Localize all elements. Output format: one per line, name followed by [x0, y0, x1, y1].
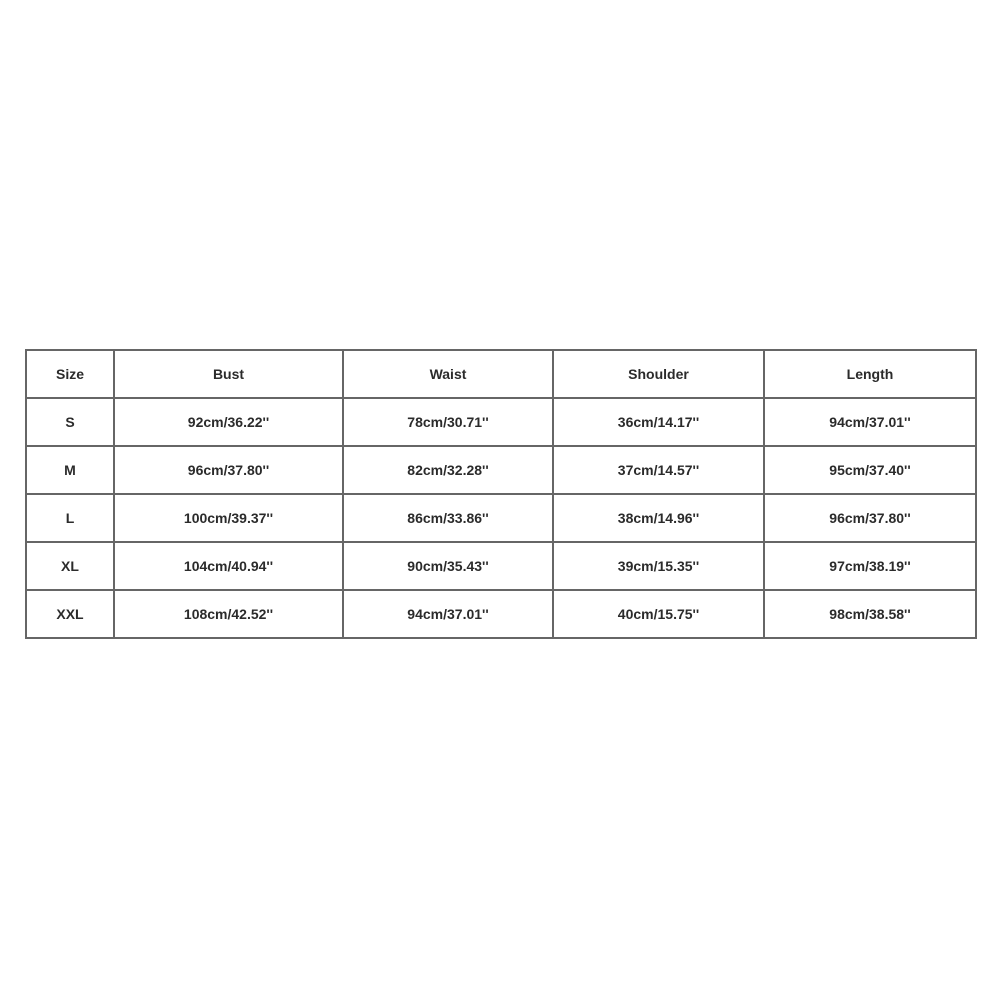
header-waist: Waist	[343, 350, 553, 398]
length-cell: 97cm/38.19''	[764, 542, 976, 590]
table-row	[26, 590, 976, 638]
table-row	[26, 494, 976, 542]
size-cell: S	[26, 398, 114, 446]
table-row	[26, 542, 976, 590]
bust-cell: 92cm/36.22''	[114, 398, 343, 446]
size-chart-table	[25, 349, 977, 639]
length-cell: 95cm/37.40''	[764, 446, 976, 494]
bust-cell: 100cm/39.37''	[114, 494, 343, 542]
shoulder-cell: 36cm/14.17''	[553, 398, 764, 446]
waist-cell: 94cm/37.01''	[343, 590, 553, 638]
header-size: Size	[26, 350, 114, 398]
header-row	[26, 350, 976, 398]
length-cell: 96cm/37.80''	[764, 494, 976, 542]
waist-cell: 78cm/30.71''	[343, 398, 553, 446]
shoulder-cell: 37cm/14.57''	[553, 446, 764, 494]
size-cell: M	[26, 446, 114, 494]
table-row	[26, 398, 976, 446]
waist-cell: 82cm/32.28''	[343, 446, 553, 494]
size-cell: XL	[26, 542, 114, 590]
shoulder-cell: 40cm/15.75''	[553, 590, 764, 638]
size-cell: XXL	[26, 590, 114, 638]
waist-cell: 86cm/33.86''	[343, 494, 553, 542]
header-length: Length	[764, 350, 976, 398]
size-cell: L	[26, 494, 114, 542]
header-shoulder: Shoulder	[553, 350, 764, 398]
shoulder-cell: 39cm/15.35''	[553, 542, 764, 590]
header-bust: Bust	[114, 350, 343, 398]
bust-cell: 108cm/42.52''	[114, 590, 343, 638]
length-cell: 98cm/38.58''	[764, 590, 976, 638]
bust-cell: 96cm/37.80''	[114, 446, 343, 494]
bust-cell: 104cm/40.94''	[114, 542, 343, 590]
table-row	[26, 446, 976, 494]
length-cell: 94cm/37.01''	[764, 398, 976, 446]
shoulder-cell: 38cm/14.96''	[553, 494, 764, 542]
waist-cell: 90cm/35.43''	[343, 542, 553, 590]
